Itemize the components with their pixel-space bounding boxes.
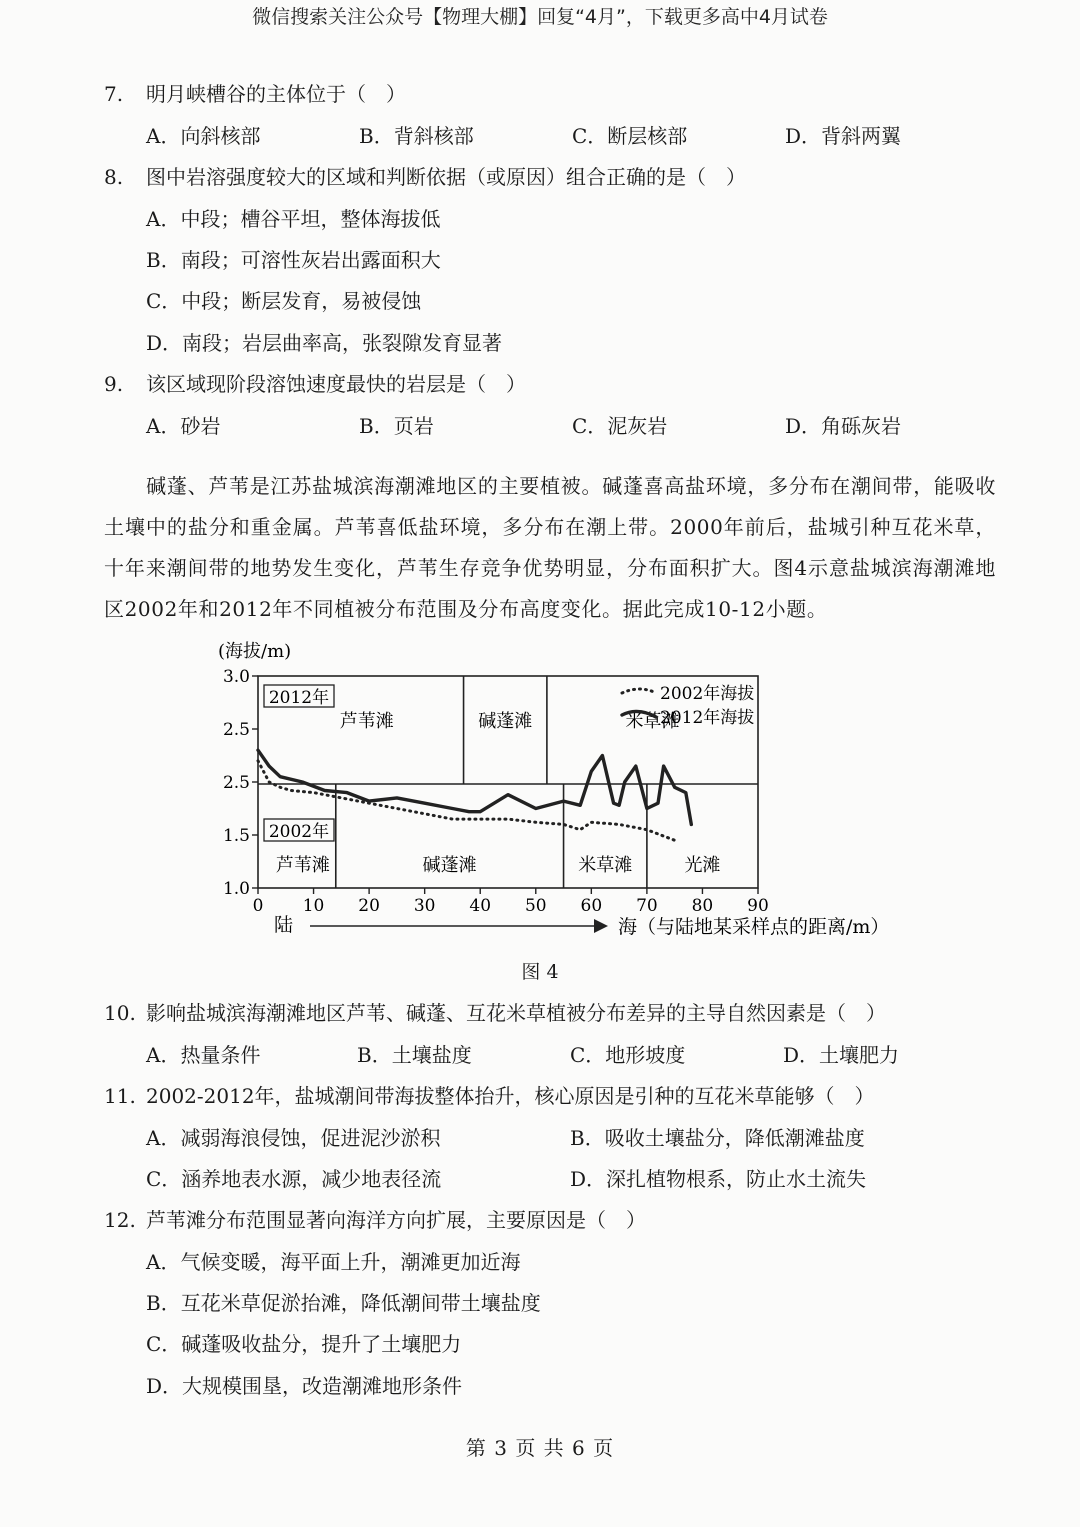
option-c: C．碱蓬吸收盐分，提升了土壤肥力 <box>146 1332 462 1356</box>
question-number: 11. <box>104 1084 136 1108</box>
x-tick-label: 80 <box>691 896 714 916</box>
reading-passage <box>104 466 996 630</box>
zone-2002-zone-label: 米草滩 <box>578 855 633 876</box>
option-d: D．背斜两翼 <box>785 124 902 148</box>
option-b: B．背斜核部 <box>359 124 474 148</box>
option-c: C．泥灰岩 <box>572 414 668 438</box>
y-tick-label: 3.0 <box>222 667 250 687</box>
passage-text: 碱蓬、芦苇是江苏盐城滨海潮滩地区的主要植被。碱蓬喜高盐环境，多分布在潮间带，能吸收土壤中的盐分和重金属。芦苇喜低盐环境，多分布在潮上带。2000年前后，盐城引种互花米草，十年来潮间带的地势发生变化，芦苇生存竞争优势明显，分布面积扩大。图4示意盐城滨海潮滩地区2002年和2012年不同植被分布范围及分布高度变化。据此完成10-12小题。 <box>104 474 996 621</box>
figure-4 <box>210 635 900 949</box>
legend-label-2012: 2012年海拔 <box>660 708 755 728</box>
zone-2012-zone-label: 芦苇滩 <box>339 711 394 732</box>
zone-2012-zone-label: 碱蓬滩 <box>478 711 533 732</box>
option-b: B．土壤盐度 <box>357 1043 472 1067</box>
x-tick-label: 90 <box>747 896 769 916</box>
question-7 <box>104 78 406 107</box>
elevation-chart <box>210 635 900 945</box>
zone-2012-zone-label: 米草滩 <box>625 711 680 732</box>
option-c: C．断层核部 <box>572 124 688 148</box>
question-8 <box>104 161 746 190</box>
legend-swatch-2002 <box>622 689 656 693</box>
option-b: B．南段；可溶性灰岩出露面积大 <box>146 248 441 272</box>
x-axis-arrowhead <box>594 919 608 933</box>
zone-2002-zone-label: 碱蓬滩 <box>422 855 477 876</box>
x-tick-label: 60 <box>580 896 603 916</box>
question-number: 12. <box>104 1208 136 1232</box>
option-d: D．南段；岩层曲率高，张裂隙发育显著 <box>146 331 503 355</box>
option-a: A．中段；槽谷平坦，整体海拔低 <box>146 207 441 231</box>
x-tick-label: 70 <box>636 896 658 916</box>
y-tick-label: 1.0 <box>222 879 250 899</box>
option-b: B．吸收土壤盐分，降低潮滩盐度 <box>570 1126 865 1150</box>
page-footer: 第 3 页 共 6 页 <box>465 1436 615 1460</box>
x-label-land: 陆 <box>274 914 294 936</box>
option-c: C．涵养地表水源，减少地表径流 <box>146 1167 442 1191</box>
option-b: B．互花米草促淤抬滩，降低潮间带土壤盐度 <box>146 1291 541 1315</box>
question-stem: 芦苇滩分布范围显著向海洋方向扩展，主要原因是（ ） <box>146 1208 646 1232</box>
x-tick-label: 40 <box>469 896 492 916</box>
x-tick-label: 0 <box>252 896 264 916</box>
question-stem: 2002-2012年，盐城潮间带海拔整体抬升，核心原因是引种的互花米草能够（ ） <box>146 1084 875 1108</box>
zone-2002-zone-label: 光滩 <box>684 855 721 876</box>
option-a: A．向斜核部 <box>146 124 261 148</box>
x-tick-label: 20 <box>358 896 380 916</box>
option-d: D．大规模围垦，改造潮滩地形条件 <box>146 1374 463 1398</box>
question-number: 7. <box>104 82 124 106</box>
question-12 <box>104 1204 646 1233</box>
question-stem: 该区域现阶段溶蚀速度最快的岩层是（ ） <box>146 372 526 396</box>
x-label-sea: 海（与陆地某采样点的距离/m） <box>618 916 890 938</box>
option-d: D．土壤肥力 <box>783 1043 900 1067</box>
option-d: D．深扎植物根系，防止水土流失 <box>570 1167 867 1191</box>
option-c: C．地形坡度 <box>570 1043 686 1067</box>
option-b: B．页岩 <box>359 414 434 438</box>
option-c: C．中段；断层发育，易被侵蚀 <box>146 289 422 313</box>
question-stem: 影响盐城滨海潮滩地区芦苇、碱蓬、互花米草植被分布差异的主导自然因素是（ ） <box>146 1001 886 1025</box>
legend-label-2002: 2002年海拔 <box>660 684 755 704</box>
y-tick-label: 1.5 <box>222 826 250 846</box>
page-header: 微信搜索关注公众号【物理大棚】回复“4月”，下载更多高中4月试卷 <box>252 6 828 28</box>
option-d: D．角砾灰岩 <box>785 414 902 438</box>
question-number: 9. <box>104 372 124 396</box>
series-line-2012 <box>258 750 691 824</box>
zone-2002-zone-label: 芦苇滩 <box>275 855 330 876</box>
figure-caption: 图 4 <box>521 961 559 983</box>
y-tick-label: 2.5 <box>222 720 250 740</box>
question-9 <box>104 368 526 397</box>
zone-2012-year-label: 2012年 <box>268 688 330 708</box>
y-tick-label: 2.5 <box>222 773 250 793</box>
question-number: 10. <box>104 1001 136 1025</box>
question-number: 8. <box>104 165 124 189</box>
x-tick-label: 50 <box>524 896 547 916</box>
y-axis-label: (海拔/m) <box>218 641 292 662</box>
option-a: A．热量条件 <box>146 1043 261 1067</box>
question-stem: 明月峡槽谷的主体位于（ ） <box>146 82 406 106</box>
option-a: A．砂岩 <box>146 414 221 438</box>
question-10 <box>104 997 886 1026</box>
question-11 <box>104 1080 875 1109</box>
zone-2002-year-label: 2002年 <box>268 822 330 842</box>
x-tick-label: 10 <box>302 896 325 916</box>
question-stem: 图中岩溶强度较大的区域和判断依据（或原因）组合正确的是（ ） <box>146 165 746 189</box>
x-tick-label: 30 <box>413 896 436 916</box>
option-a: A．气候变暖，海平面上升，潮滩更加近海 <box>146 1250 521 1274</box>
option-a: A．减弱海浪侵蚀，促进泥沙淤积 <box>146 1126 441 1150</box>
